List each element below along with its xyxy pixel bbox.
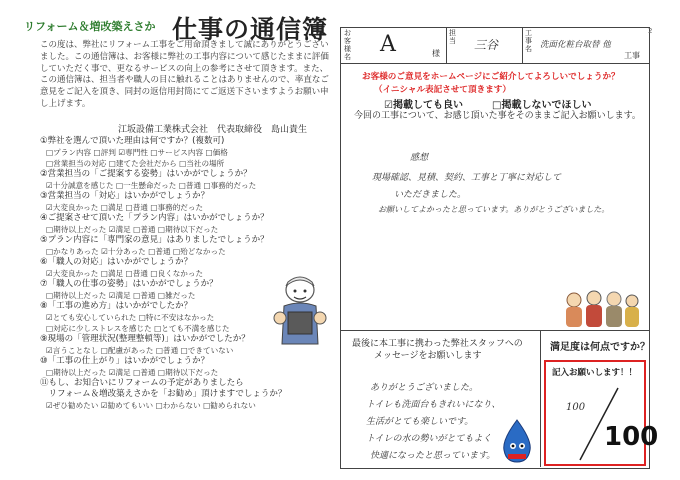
publish-yes-checkbox[interactable]: ☑掲載しても良い: [384, 100, 463, 111]
question-11: ⑪もし、お知合いにリフォームの予定がありましたら: [40, 378, 244, 388]
staff-message-line: トイレの水の勢いがとてもよく: [366, 434, 492, 444]
question-12: リフォーム＆増改築えさかを「お勧め」頂けますでしょうか？: [40, 389, 287, 399]
score-value: 100: [604, 422, 659, 452]
staff-illustration: [272, 272, 328, 352]
question-options[interactable]: ☑言うことなし □配慮があった □普通 □できていない: [46, 346, 234, 355]
staff-message-line: 生活がとても楽しいです。: [366, 417, 474, 427]
question-3: ③営業担当の「対応」はいかがでしょうか？: [40, 191, 210, 201]
staff-label: 担当: [449, 29, 456, 45]
staff-message-prompt: 最後に本工事に携わった弊社スタッフへの: [352, 339, 523, 349]
staff-name: 三谷: [474, 38, 499, 52]
staff-message-prompt-2: メッセージをお願いします: [374, 351, 482, 361]
question-5: ⑤プラン内容に「専門家の意見」はありましたでしょうか？: [40, 235, 269, 245]
work-label: 工事名: [525, 29, 532, 53]
page-title: 仕事の通信簿: [172, 15, 329, 44]
company-signature: 江坂設備工業株式会社 代表取締役 島山貴生: [118, 125, 308, 135]
question-8: ⑧「工事の進め方」はいかがでしたか？: [40, 301, 193, 311]
publish-note: （イニシャル表記させて頂きます）: [374, 85, 511, 95]
question-options[interactable]: □期待以上だった ☑満足 □普通 □期待以下だった: [46, 368, 219, 377]
publish-no-checkbox[interactable]: □掲載しないでほしい: [492, 100, 592, 111]
question-options[interactable]: ☑とても安心していられた □特に不安はなかった: [46, 313, 215, 322]
question-10: ⑩「工事の仕上がり」はいかがでしょうか？: [40, 356, 210, 366]
impression-line: 現場確認、見積、契約、工事と丁寧に対応して: [372, 173, 562, 183]
question-options[interactable]: ☑大変良かった □満足 □普通 □良くなかった: [46, 269, 204, 278]
question-options[interactable]: □期待以上だった ☑満足 □普通 □雑だった: [46, 291, 196, 300]
section-divider-vertical: [540, 330, 541, 467]
question-9: ⑨現場の「管理状況(整理整頓等)」はいかがでしたか？: [40, 334, 250, 344]
question-options[interactable]: ☑十分誠意を感じた □一生懸命だった □普通 □事務的だった: [46, 181, 257, 190]
corner-number: 2: [648, 27, 653, 35]
question-options[interactable]: □かなりあった ☑十分あった □普通 □殆どなかった: [46, 247, 226, 256]
mascot-illustration: [498, 418, 536, 464]
water-drop-mascot-icon: [498, 418, 536, 464]
customer-name: A: [380, 32, 396, 57]
header-divider: [446, 27, 447, 63]
question-options[interactable]: ☑大変良かった □満足 □普通 □事務的だった: [46, 203, 204, 212]
score-title: 満足度は何点ですか？: [550, 342, 650, 353]
staff-group-illustration: [560, 288, 640, 328]
question-1: ①弊社を選んで頂いた理由は何ですか？(複数可): [40, 136, 225, 146]
worker-thumbs-up-icon: [272, 272, 328, 352]
question-options[interactable]: ☑ぜひ勧めたい ☑勧めてもいい □わからない □勧められない: [46, 401, 256, 410]
question-options[interactable]: □期待以上だった ☑満足 □普通 □期待以下だった: [46, 225, 219, 234]
question-6: ⑥「職人の対応」はいかがでしょうか？: [40, 257, 193, 267]
score-handwritten-small: 100: [566, 402, 586, 413]
question-options[interactable]: □営業担当の対応 □建てた会社だから □当社の場所: [46, 159, 225, 168]
question-4: ④ご提案させて頂いた「プラン内容」はいかがでしょうか？: [40, 213, 269, 223]
staff-message-line: 快適になったと思っています。: [370, 451, 496, 461]
question-7: ⑦「職人の仕事の姿勢」はいかがでしょうか？: [40, 279, 218, 289]
staff-message-line: トイレも洗面台もきれいになり、: [366, 400, 501, 410]
impression-line: いただきました。: [394, 190, 467, 200]
publish-question: お客様のご意見をホームページにご紹介してよろしいでしょうか？: [362, 72, 620, 82]
staff-message-line: ありがとうございました。: [370, 383, 479, 393]
section-divider: [340, 330, 650, 331]
question-options[interactable]: □対応に少しストレスを感じた □とても不満を感じた: [46, 324, 230, 333]
work-name: 洗面化粧台取替 他: [540, 40, 611, 50]
customer-label: お客様名: [344, 29, 351, 61]
customer-honorific: 様: [432, 49, 440, 58]
work-suffix: 工事: [624, 51, 640, 60]
intro-text: この度は、弊社にリフォーム工事をご用命頂きまして誠にありがとうございました。この通信簿は、お客様に弊社の工事内容について感じたままに評価していただく事で、更なるサービスの向上の参考にさせて頂きます。また、この通信簿は、担当者や職人の目に触れることはありませんので、率直なご意見をご記入を頂き、同封の返信用封筒にてご返送下さいますようお願い申し上げます。: [40, 40, 329, 109]
question-options[interactable]: □プラン内容 □評判 ☑専門性 □サービス内容 □価格: [46, 148, 228, 157]
impression-title: 感想: [410, 153, 429, 163]
impression-prompt: 今回の工事について、お感じ頂いた事をそのままご記入お願いします。: [354, 111, 641, 121]
score-prompt: 記入お願いします！！: [552, 368, 638, 378]
impression-line: お願いしてよかったと思っています。ありがとうございました。: [378, 205, 610, 214]
family-illustration-icon: [560, 288, 640, 328]
brand-name: リフォーム＆増改築えさか: [24, 20, 156, 33]
header-divider: [522, 27, 523, 63]
question-2: ②営業担当の「ご提案する姿勢」はいかがでしょうか？: [40, 169, 252, 179]
